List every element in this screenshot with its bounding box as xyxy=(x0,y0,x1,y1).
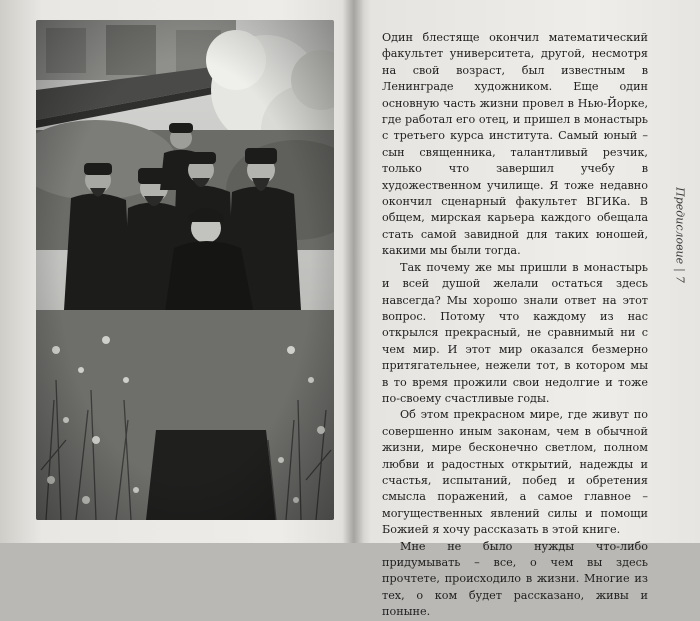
book-gutter xyxy=(342,0,364,543)
paragraph: Мне не было нужды что-либо придумывать – все, о чем вы здесь прочтете, происходило в жизни. Многие из тех, о ком будет рассказано, живы и поныне. xyxy=(382,539,648,619)
photo-illustration xyxy=(36,20,334,520)
page-number: 7 xyxy=(673,275,687,283)
running-head xyxy=(672,180,688,290)
preface-text xyxy=(382,30,648,621)
paragraph: Об этом прекрасном мире, где живут по совершенно иным законам, чем в обычной жизни, мире бесконечно светлом, полном любви и радостных открытий, надежды и счастья, испытаний, побед и обретения смысла поражений, а самое главное – могущественных явлений силы и помощи Божией я хочу рассказать в этой книге. xyxy=(382,408,648,537)
running-head-inner xyxy=(674,187,687,283)
running-head-separator: | xyxy=(673,268,687,272)
paragraph: Один блестяще окончил математический факультет университета, другой, несмотря на свой возраст, был известным в Ленинграде художником. Еще один основную часть жизни провел в Нью-Йорке, где работал его отец, и пришел в монастырь с третьего курса института. Самый юный – сын священника, талантливый резчик, только что завершил учебу в художественном училище. Я тоже недавно окончил сценарный факультет ВГИКа. В общем, мирская карьера каждого обещала стать самой завидной для таких юношей, какими мы были тогда. xyxy=(382,31,648,258)
paragraph: Так почему же мы пришли в монастырь и всей душой желали остаться здесь навсегда? Мы хорошо знали ответ на этот вопрос. Потому что каждому из нас открылся прекрасный, не сравнимый ни с чем мир. И этот мир оказался безмерно притягательнее, нежели тот, в котором мы в то время прожили свои недолгие и тоже по-своему счастливые годы. xyxy=(382,260,648,405)
monks-group-photo xyxy=(36,20,334,520)
running-head-title: Предисловие xyxy=(673,187,687,265)
